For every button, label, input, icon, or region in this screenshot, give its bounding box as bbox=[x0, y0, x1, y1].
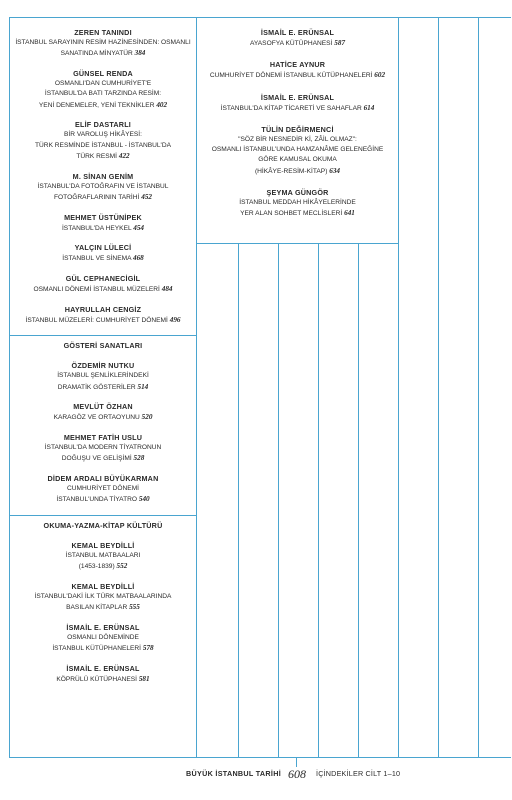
entry-title-line bbox=[197, 70, 398, 81]
toc-entry[interactable] bbox=[10, 402, 196, 423]
entry-title-text: İSTANBUL KÜTÜPHANELERİ bbox=[52, 645, 142, 653]
entry-title-line bbox=[10, 89, 196, 99]
entry-title-text: İSTANBUL'DA BATI TARZINDA RESİM: bbox=[44, 90, 162, 98]
entry-title-line bbox=[10, 633, 196, 643]
section-divider-rule bbox=[9, 335, 197, 336]
entry-title-text: İSTANBUL MATBAALARI bbox=[65, 551, 141, 559]
entry-title-line bbox=[10, 674, 196, 685]
entry-page-number: 452 bbox=[141, 192, 152, 201]
entry-author: MEHMET ÜSTÜNİPEK bbox=[64, 212, 142, 222]
toc-entry[interactable] bbox=[10, 69, 196, 111]
entry-page-number: 581 bbox=[138, 674, 150, 683]
entry-title-text: YER ALAN SOHBET MECLİSLERİ bbox=[240, 210, 343, 218]
entry-title-line bbox=[10, 382, 196, 393]
entry-title-line bbox=[197, 38, 398, 49]
entry-title-text: BİR VAROLUŞ HİKÂYESİ: bbox=[64, 131, 142, 139]
left-toc-column bbox=[10, 28, 196, 695]
entry-title-line bbox=[10, 643, 196, 654]
entry-page-number: 514 bbox=[137, 382, 149, 391]
grid-rule-vertical bbox=[398, 17, 399, 757]
entry-title-line bbox=[10, 602, 196, 613]
entry-title-text: İSTANBUL VE SİNEMA bbox=[62, 255, 132, 263]
entry-author: ZEREN TANINDI bbox=[74, 28, 132, 37]
entry-title-line bbox=[10, 412, 196, 423]
toc-entry[interactable] bbox=[10, 361, 196, 393]
entry-title-text: İSTANBUL ŞENLİKLERİNDEKİ bbox=[57, 372, 149, 380]
entry-title-text: CUMHURİYET DÖNEMİ İSTANBUL KÜTÜPHANELERİ bbox=[209, 72, 373, 80]
toc-entry[interactable] bbox=[10, 664, 196, 685]
section-heading: GÖSTERİ SANATLARI bbox=[63, 341, 143, 351]
grid-rule-vertical bbox=[358, 243, 359, 757]
entry-page-number: 641 bbox=[344, 209, 355, 218]
entry-title-text: OSMANLI DÖNEMİNDE bbox=[67, 633, 139, 641]
entry-title-line bbox=[10, 48, 196, 59]
entry-title-line bbox=[10, 38, 196, 48]
entry-author: İSMAİL E. ERÜNSAL bbox=[66, 622, 140, 632]
right-block-bottom-rule bbox=[196, 243, 399, 244]
entry-page-number: 614 bbox=[363, 103, 375, 112]
entry-title-line bbox=[10, 561, 196, 572]
frame-top-rule bbox=[9, 17, 511, 18]
toc-entry[interactable] bbox=[10, 213, 196, 234]
entry-title-text: "SÖZ BİR NESNEDİR Kİ, ZÂİL OLMAZ": bbox=[238, 135, 357, 143]
toc-entry[interactable] bbox=[10, 433, 196, 465]
footer-page-number: 608 bbox=[288, 767, 306, 781]
toc-entry[interactable] bbox=[10, 274, 196, 295]
entry-author: KEMAL BEYDİLLİ bbox=[71, 581, 135, 591]
entry-title-text: OSMANLI'DAN CUMHURİYET'E bbox=[54, 79, 152, 87]
entry-page-number: 540 bbox=[138, 495, 150, 504]
toc-entry[interactable] bbox=[197, 60, 398, 81]
grid-rule-vertical bbox=[478, 17, 479, 757]
entry-author: KEMAL BEYDİLLİ bbox=[71, 540, 135, 550]
entry-title-text: İSTANBUL'DAKİ İLK TÜRK MATBAALARINDA bbox=[34, 592, 172, 600]
entry-title-line bbox=[10, 592, 196, 602]
entry-title-line bbox=[10, 484, 196, 494]
entry-title-line bbox=[197, 103, 398, 114]
frame-bottom-rule bbox=[9, 757, 511, 758]
entry-title-text: YENİ DENEMELER, YENİ TEKNİKLER bbox=[38, 101, 155, 109]
entry-author: GÜL CEPHANECİGİL bbox=[65, 273, 141, 283]
entry-author: ELİF DASTARLI bbox=[75, 120, 131, 130]
right-toc-column bbox=[197, 28, 398, 231]
entry-title-line bbox=[10, 182, 196, 192]
entry-title-text: İSTANBUL'DA FOTOĞRAFIN VE İSTANBUL bbox=[37, 182, 169, 190]
toc-entry[interactable] bbox=[197, 28, 398, 49]
entry-page-number: 634 bbox=[329, 166, 341, 175]
entry-title-text: İSTANBUL'DA MODERN TİYATRONUN bbox=[44, 443, 162, 451]
entry-page-number: 555 bbox=[129, 603, 140, 612]
entry-author: İSMAİL E. ERÜNSAL bbox=[66, 663, 140, 673]
entry-title-line bbox=[197, 166, 398, 177]
entry-title-text: DOĞUŞU VE GELİŞİMİ bbox=[61, 455, 132, 463]
entry-author: ŞEYMA GÜNGÖR bbox=[266, 188, 329, 198]
entry-page-number: 578 bbox=[142, 644, 154, 653]
entry-title-line bbox=[197, 155, 398, 165]
entry-title-text: İSTANBUL'DA HEYKEL bbox=[61, 224, 132, 232]
entry-title-text: TÜRK RESMİ bbox=[76, 152, 118, 160]
entry-title-text: İSTANBUL SARAYININ RESİM HAZİNESİNDEN: OSMANLI bbox=[15, 39, 191, 46]
footer-page-tick bbox=[296, 757, 297, 767]
entry-title-line bbox=[10, 253, 196, 264]
entry-title-text: CUMHURİYET DÖNEMİ bbox=[66, 484, 140, 492]
entry-page-number: 484 bbox=[161, 284, 173, 293]
entry-author: HAYRULLAH CENGİZ bbox=[64, 304, 142, 314]
entry-title-text: İSTANBUL'UNDA TİYATRO bbox=[56, 496, 137, 504]
entry-author: YALÇIN LÜLECİ bbox=[74, 243, 132, 253]
entry-title-line bbox=[10, 79, 196, 89]
entry-title-line bbox=[10, 443, 196, 453]
entry-title-line bbox=[10, 551, 196, 561]
section-divider-rule bbox=[9, 515, 197, 516]
entry-page-number: 384 bbox=[134, 49, 146, 58]
entry-title-text: (HİKÂYE-RESİM-KİTAP) bbox=[254, 167, 328, 175]
toc-entry[interactable] bbox=[10, 474, 196, 506]
toc-entry[interactable] bbox=[197, 93, 398, 114]
toc-entry[interactable] bbox=[10, 243, 196, 264]
entry-title-text: FOTOĞRAFLARININ TARİHİ bbox=[54, 193, 140, 201]
entry-page-number: 422 bbox=[118, 151, 130, 160]
entry-page-number: 402 bbox=[156, 100, 168, 109]
toc-entry[interactable] bbox=[10, 305, 196, 326]
entry-title-text: TÜRK RESMİNDE İSTANBUL - İSTANBUL'DA bbox=[35, 141, 171, 149]
toc-entry[interactable] bbox=[10, 623, 196, 655]
toc-entry[interactable] bbox=[10, 28, 196, 60]
toc-entry[interactable] bbox=[10, 541, 196, 573]
entry-title-text: İSTANBUL MEDDAH HİKÂYELERİNDE bbox=[239, 199, 356, 207]
entry-page-number: 587 bbox=[334, 39, 346, 47]
entry-author: GÜNSEL RENDA bbox=[73, 68, 133, 78]
entry-title-text: İSTANBUL'DA KİTAP TİCARETİ VE SAHAFLAR bbox=[220, 104, 362, 112]
entry-title-line bbox=[10, 130, 196, 140]
entry-title-line bbox=[10, 100, 196, 111]
grid-rule-vertical bbox=[238, 243, 239, 757]
entry-title-line bbox=[197, 145, 398, 155]
entry-title-line bbox=[10, 141, 196, 151]
entry-author: HATİCE AYNUR bbox=[269, 60, 326, 70]
entry-title-line bbox=[197, 135, 398, 145]
entry-title-text: (1453-1839) bbox=[78, 563, 115, 571]
entry-author: MEHMET FATİH USLU bbox=[63, 432, 143, 442]
entry-title-text: OSMANLI DÖNEMİ İSTANBUL MÜZELERİ bbox=[33, 285, 160, 293]
entry-title-line bbox=[10, 223, 196, 234]
toc-entry[interactable] bbox=[197, 125, 398, 177]
entry-title-text: BASILAN KİTAPLAR bbox=[66, 604, 128, 612]
entry-author: MEVLÜT ÖZHAN bbox=[73, 402, 133, 412]
entry-author: DİDEM ARDALI BÜYÜKARMAN bbox=[47, 473, 159, 483]
section-heading: OKUMA-YAZMA-KİTAP KÜLTÜRÜ bbox=[43, 520, 163, 530]
entry-title-line bbox=[197, 208, 398, 219]
entry-title-line bbox=[10, 284, 196, 295]
entry-title-line bbox=[10, 494, 196, 505]
footer-section-label: İÇİNDEKİLER CİLT 1–10 bbox=[316, 769, 401, 778]
footer-book-title: BÜYÜK İSTANBUL TARİHİ bbox=[186, 769, 281, 778]
entry-author: TÜLİN DEĞİRMENCİ bbox=[261, 124, 334, 134]
entry-title-line bbox=[10, 192, 196, 203]
entry-page-number: 520 bbox=[141, 413, 153, 422]
grid-rule-vertical bbox=[438, 17, 439, 757]
grid-rule-vertical bbox=[318, 243, 319, 757]
entry-author: M. SİNAN GENİM bbox=[72, 171, 134, 181]
toc-entry[interactable] bbox=[10, 582, 196, 614]
toc-entry[interactable] bbox=[10, 172, 196, 204]
grid-rule-vertical bbox=[278, 243, 279, 757]
entry-title-line bbox=[10, 371, 196, 381]
entry-title-text: İSTANBUL MÜZELERİ: CUMHURİYET DÖNEMİ bbox=[25, 316, 168, 324]
entry-title-line bbox=[10, 315, 196, 326]
entry-title-text: KARAGÖZ VE ORTAOYUNU bbox=[53, 414, 140, 422]
entry-page-number: 552 bbox=[116, 562, 128, 571]
entry-page-number: 528 bbox=[133, 454, 145, 463]
entry-page-number: 602 bbox=[374, 71, 386, 80]
entry-title-text: AYASOFYA KÜTÜPHANESİ bbox=[249, 40, 333, 47]
toc-entry[interactable] bbox=[10, 120, 196, 162]
entry-title-text: GÖRE KAMUSAL OKUMA bbox=[258, 156, 337, 164]
entry-title-text: SANATINDA MİNYATÜR bbox=[60, 50, 133, 58]
entry-title-line bbox=[10, 453, 196, 464]
entry-author: İSMAİL E. ERÜNSAL bbox=[260, 92, 335, 102]
entry-author: İSMAİL E. ERÜNSAL bbox=[260, 28, 335, 37]
entry-title-text: DRAMATİK GÖSTERİLER bbox=[57, 383, 136, 391]
entry-page-number: 468 bbox=[132, 254, 144, 263]
entry-title-text: KÖPRÜLÜ KÜTÜPHANESİ bbox=[56, 675, 137, 683]
entry-page-number: 454 bbox=[133, 223, 145, 232]
entry-author: ÖZDEMİR NUTKU bbox=[71, 361, 135, 371]
entry-page-number: 496 bbox=[169, 315, 181, 324]
toc-entry[interactable] bbox=[197, 188, 398, 220]
entry-title-line bbox=[10, 151, 196, 162]
entry-title-line bbox=[197, 198, 398, 208]
entry-title-text: OSMANLI İSTANBUL'UNDA HAMZANÂME GELENEĞİNE bbox=[211, 146, 384, 154]
